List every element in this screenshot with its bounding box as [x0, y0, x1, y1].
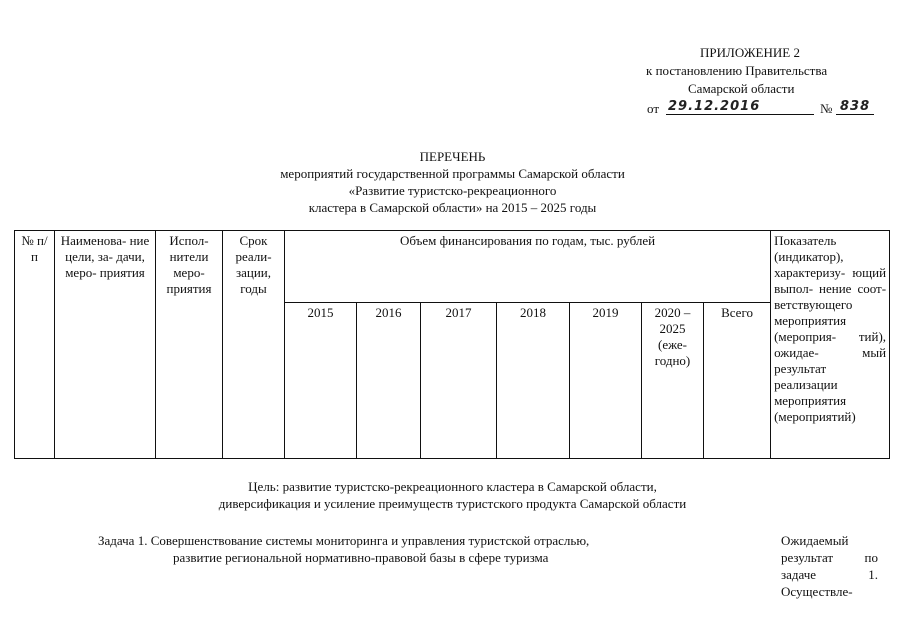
col-header-name: Наименова- ние цели, за- дачи, меро- приятия	[55, 231, 156, 459]
number-underline	[836, 114, 874, 115]
title-main: ПЕРЕЧЕНЬ	[419, 149, 486, 164]
year-2016-header: 2016	[357, 303, 421, 459]
title-line-2: «Развитие туристско-рекреационного	[348, 183, 557, 198]
col-header-executors: Испол- нители меро- приятия	[156, 231, 223, 459]
task-statement	[98, 532, 698, 566]
year-2018-header: 2018	[497, 303, 570, 459]
year-2017-header: 2017	[421, 303, 497, 459]
decree-date: 29.12.2016	[668, 99, 761, 114]
title-line-1: мероприятий государственной программы Самарской области	[280, 166, 625, 181]
expected-line-2: результат по	[781, 550, 878, 565]
date-underline	[666, 114, 814, 115]
decree-number: 838	[840, 99, 871, 114]
expected-result-text	[781, 532, 878, 600]
number-label: №	[820, 101, 833, 116]
goal-line-2: диверсификация и усиление преимуществ туристского продукта Самарской области	[218, 496, 687, 511]
expected-line-4: Осуществле-	[781, 584, 853, 599]
total-header: Всего	[704, 303, 771, 459]
appendix-line-1: к постановлению Правительства	[646, 63, 828, 78]
year-2019-header: 2019	[570, 303, 642, 459]
col-header-term: Срок реали- зации, годы	[223, 231, 285, 459]
year-2015-header: 2015	[285, 303, 357, 459]
from-label: от	[647, 101, 660, 116]
year-2020-2025-header: 2020 – 2025 (еже- годно)	[642, 303, 704, 459]
appendix-line-2: Самарской области	[688, 81, 795, 96]
expected-line-1: Ожидаемый	[781, 533, 849, 548]
measures-table	[14, 230, 890, 459]
task-line-2: развитие региональной нормативно-правовой базы в сфере туризма	[173, 550, 549, 565]
col-header-indicator: Показатель (индикатор), характеризу- ющий выпол- нение соот- ветствующего мероприятия (мероприя- тий), ожидае- мый результат реализации мероприятия (мероприятий)	[771, 231, 890, 459]
goal-statement	[0, 478, 905, 512]
task-line-1: Задача 1. Совершенствование системы мониторинга и управления туристской отраслью,	[98, 533, 590, 548]
document-title	[0, 148, 905, 216]
col-header-number: № п/п	[15, 231, 55, 459]
goal-line-1: Цель: развитие туристско-рекреационного кластера в Самарской области,	[248, 479, 657, 494]
appendix-header	[640, 44, 900, 120]
title-line-3: кластера в Самарской области» на 2015 – 2025 годы	[308, 200, 597, 215]
appendix-title: ПРИЛОЖЕНИЕ 2	[700, 45, 800, 60]
col-header-financing: Объем финансирования по годам, тыс. рублей	[285, 231, 771, 303]
expected-line-3: задаче 1.	[781, 567, 878, 582]
appendix-date-line	[640, 98, 900, 120]
